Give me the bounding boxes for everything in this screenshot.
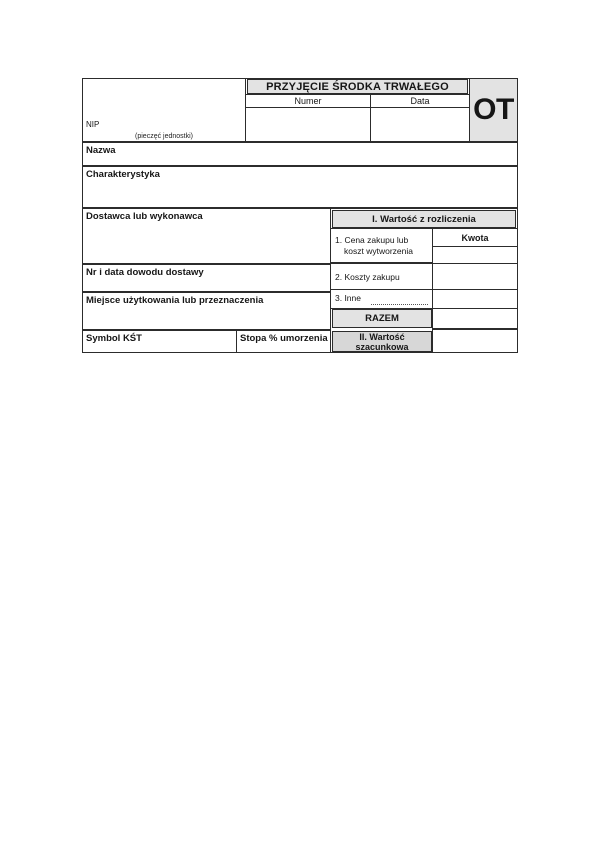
- nr-dowodu-field-cell: [82, 264, 331, 292]
- ot-asset-acceptance-form: [82, 78, 518, 353]
- nr-dowodu-label: Nr i data dowodu dostawy: [86, 267, 204, 278]
- data-value-cell: [370, 107, 470, 142]
- valuation-row3-label: 3. Inne: [335, 293, 361, 303]
- valuation-row1-label-cell: [330, 228, 433, 263]
- valuation-section2-line2: szacunkowa: [355, 341, 409, 352]
- valuation-section2-value-cell: [432, 329, 518, 353]
- valuation-row1-line2: koszt wytworzenia: [344, 245, 413, 256]
- razem-value-cell: [432, 308, 518, 329]
- numer-value-cell: [245, 107, 371, 142]
- miejsce-field-cell: [82, 292, 331, 330]
- stamp-caption: (pieczęć jednostki): [135, 133, 193, 140]
- valuation-row1-value-cell: [432, 246, 518, 264]
- form-title: PRZYJĘCIE ŚRODKA TRWAŁEGO: [247, 79, 468, 94]
- data-column-header: Data: [370, 94, 470, 108]
- stopa-umorzenia-field-cell: [236, 330, 331, 353]
- dostawca-label: Dostawca lub wykonawca: [86, 211, 203, 222]
- valuation-row3-value-cell: [432, 289, 518, 309]
- stopa-umorzenia-label: Stopa % umorzenia: [240, 333, 328, 344]
- valuation-section1-header: I. Wartość z rozliczenia: [332, 210, 516, 228]
- nazwa-field-cell: [82, 142, 518, 166]
- valuation-section2-line1: II. Wartość: [359, 331, 405, 342]
- fill-in-dotted-line: [371, 304, 428, 305]
- valuation-row2-value-cell: [432, 263, 518, 290]
- valuation-row2-label-cell: 2. Koszty zakupu: [330, 263, 433, 290]
- valuation-section2-header: [332, 331, 432, 352]
- kwota-column-header: Kwota: [432, 228, 518, 247]
- charakterystyka-label: Charakterystyka: [86, 169, 160, 180]
- dostawca-field-cell: [82, 208, 331, 264]
- razem-label-cell: RAZEM: [332, 309, 432, 328]
- numer-column-header: Numer: [245, 94, 371, 108]
- miejsce-label: Miejsce użytkowania lub przeznaczenia: [86, 295, 264, 306]
- charakterystyka-field-cell: [82, 166, 518, 208]
- nip-label: NIP: [86, 120, 100, 129]
- valuation-row3-label-cell: [330, 289, 433, 309]
- valuation-row1-line1: 1. Cena zakupu lub: [335, 234, 409, 245]
- nazwa-label: Nazwa: [86, 145, 116, 156]
- form-symbol-ot: OT: [469, 78, 518, 142]
- unit-stamp-cell: [82, 78, 246, 142]
- symbol-kst-label: Symbol KŚT: [86, 333, 142, 344]
- symbol-kst-field-cell: [82, 330, 237, 353]
